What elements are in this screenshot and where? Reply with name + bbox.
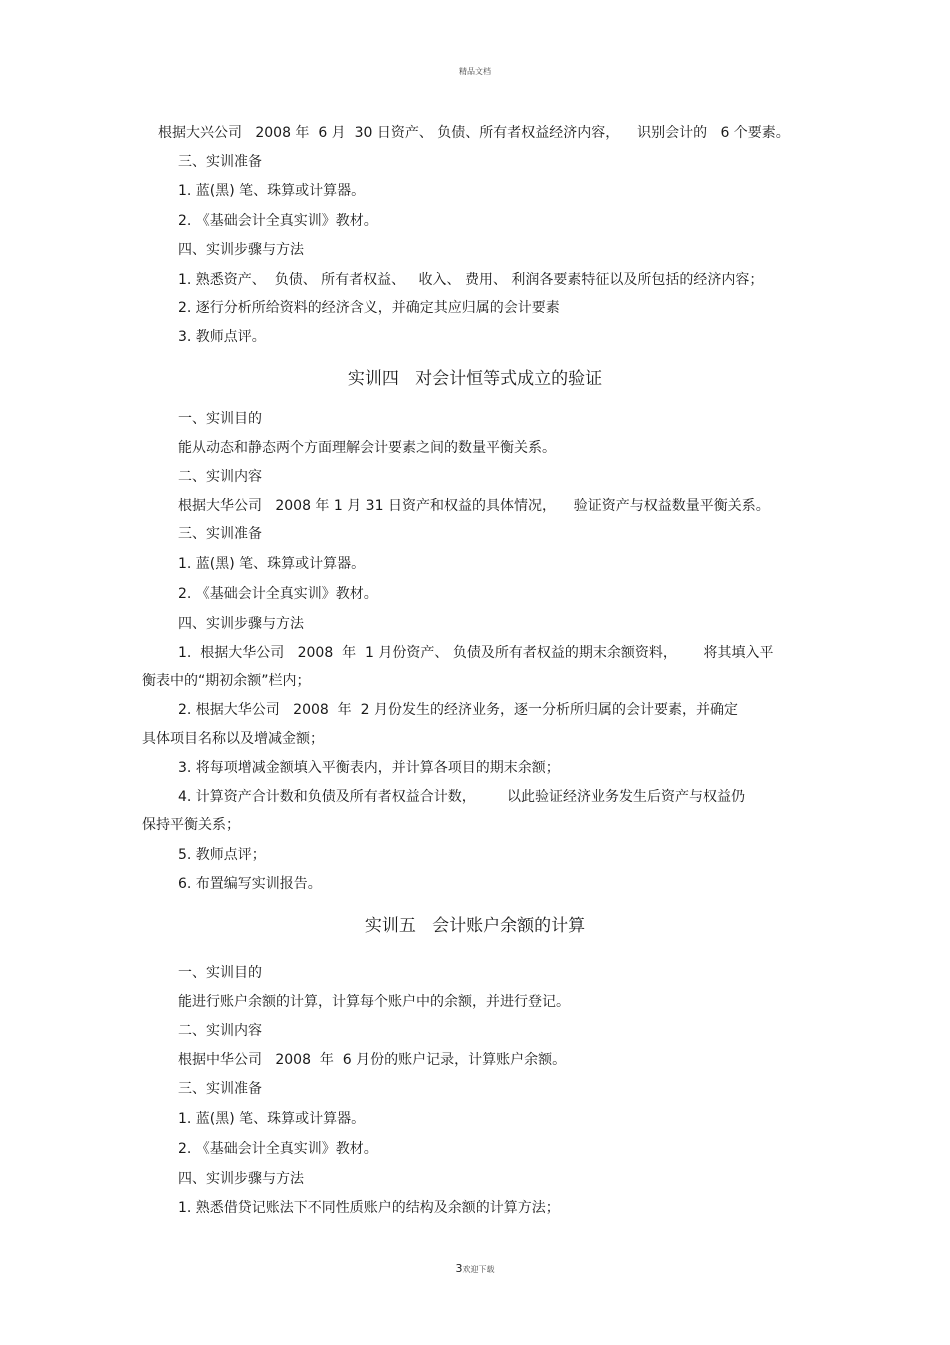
list-item: 4. 计算资产合计数和负债及所有者权益合计数， 以此验证经济业务发生后资产与权益仍 bbox=[178, 789, 745, 805]
section-label: 一、实训目的 bbox=[178, 965, 262, 981]
section-label: 三、实训准备 bbox=[178, 526, 262, 542]
chapter-heading: 实训四 对会计恒等式成立的验证 bbox=[347, 369, 603, 389]
list-item-continuation: 保持平衡关系； bbox=[142, 817, 240, 833]
list-item: 1. 蓝(黑) 笔、珠算或计算器。 bbox=[178, 1111, 366, 1127]
paragraph-line: 根据中华公司 2008 年 6 月份的账户记录，计算账户余额。 bbox=[178, 1052, 567, 1068]
list-item: 1. 熟悉借贷记账法下不同性质账户的结构及余额的计算方法； bbox=[178, 1200, 560, 1216]
section-label: 一、实训目的 bbox=[178, 411, 262, 427]
section-label: 二、实训内容 bbox=[178, 1023, 262, 1039]
section-label: 三、实训准备 bbox=[178, 154, 262, 170]
paragraph-line: 根据大华公司 2008 年 1 月 31 日资产和权益的具体情况， 验证资产与权益数量平衡关系。 bbox=[178, 498, 770, 514]
list-item: 6. 布置编写实训报告。 bbox=[178, 876, 322, 892]
page-header: 精品文档 bbox=[459, 67, 491, 76]
list-item-continuation: 具体项目名称以及增减金额； bbox=[142, 731, 324, 747]
section-label: 二、实训内容 bbox=[178, 469, 262, 485]
section-label: 四、实训步骤与方法 bbox=[178, 242, 304, 258]
list-item: 2. 《基础会计全真实训》教材。 bbox=[178, 213, 378, 229]
section-label: 四、实训步骤与方法 bbox=[178, 1171, 304, 1187]
paragraph-line: 根据大兴公司 2008 年 6 月 30 日资产、 负债、所有者权益经济内容， 识别会计的 6 个要素。 bbox=[158, 125, 790, 141]
list-item: 3. 将每项增减金额填入平衡表内，并计算各项目的期末余额； bbox=[178, 760, 560, 776]
list-item: 1. 蓝(黑) 笔、珠算或计算器。 bbox=[178, 556, 366, 572]
paragraph-line: 能进行账户余额的计算，计算每个账户中的余额，并进行登记。 bbox=[178, 994, 570, 1010]
list-item-continuation: 衡表中的“期初余额”栏内； bbox=[142, 673, 311, 689]
section-label: 三、实训准备 bbox=[178, 1081, 262, 1097]
list-item: 3. 教师点评。 bbox=[178, 329, 266, 345]
footer-text: 欢迎下载 bbox=[462, 1265, 495, 1274]
page-number: 3 bbox=[455, 1262, 463, 1275]
section-label: 四、实训步骤与方法 bbox=[178, 616, 304, 632]
page-footer bbox=[0, 1262, 950, 1275]
list-item: 2. 《基础会计全真实训》教材。 bbox=[178, 1141, 378, 1157]
list-item: 2. 逐行分析所给资料的经济含义，并确定其应归属的会计要素 bbox=[178, 300, 560, 316]
list-item: 2. 根据大华公司 2008 年 2 月份发生的经济业务，逐一分析所归属的会计要素，并确定 bbox=[178, 702, 738, 718]
list-item: 1. 蓝(黑) 笔、珠算或计算器。 bbox=[178, 183, 366, 199]
list-item: 5. 教师点评； bbox=[178, 847, 266, 863]
paragraph-line: 能从动态和静态两个方面理解会计要素之间的数量平衡关系。 bbox=[178, 440, 556, 456]
list-item: 1. 熟悉资产、 负债、 所有者权益、 收入、 费用、 利润各要素特征以及所包括的经济内容； bbox=[178, 272, 764, 288]
chapter-heading: 实训五 会计账户余额的计算 bbox=[364, 916, 586, 936]
list-item: 2. 《基础会计全真实训》教材。 bbox=[178, 586, 378, 602]
list-item: 1. 根据大华公司 2008 年 1 月份资产、 负债及所有者权益的期末余额资料， 将其填入平 bbox=[178, 645, 774, 661]
